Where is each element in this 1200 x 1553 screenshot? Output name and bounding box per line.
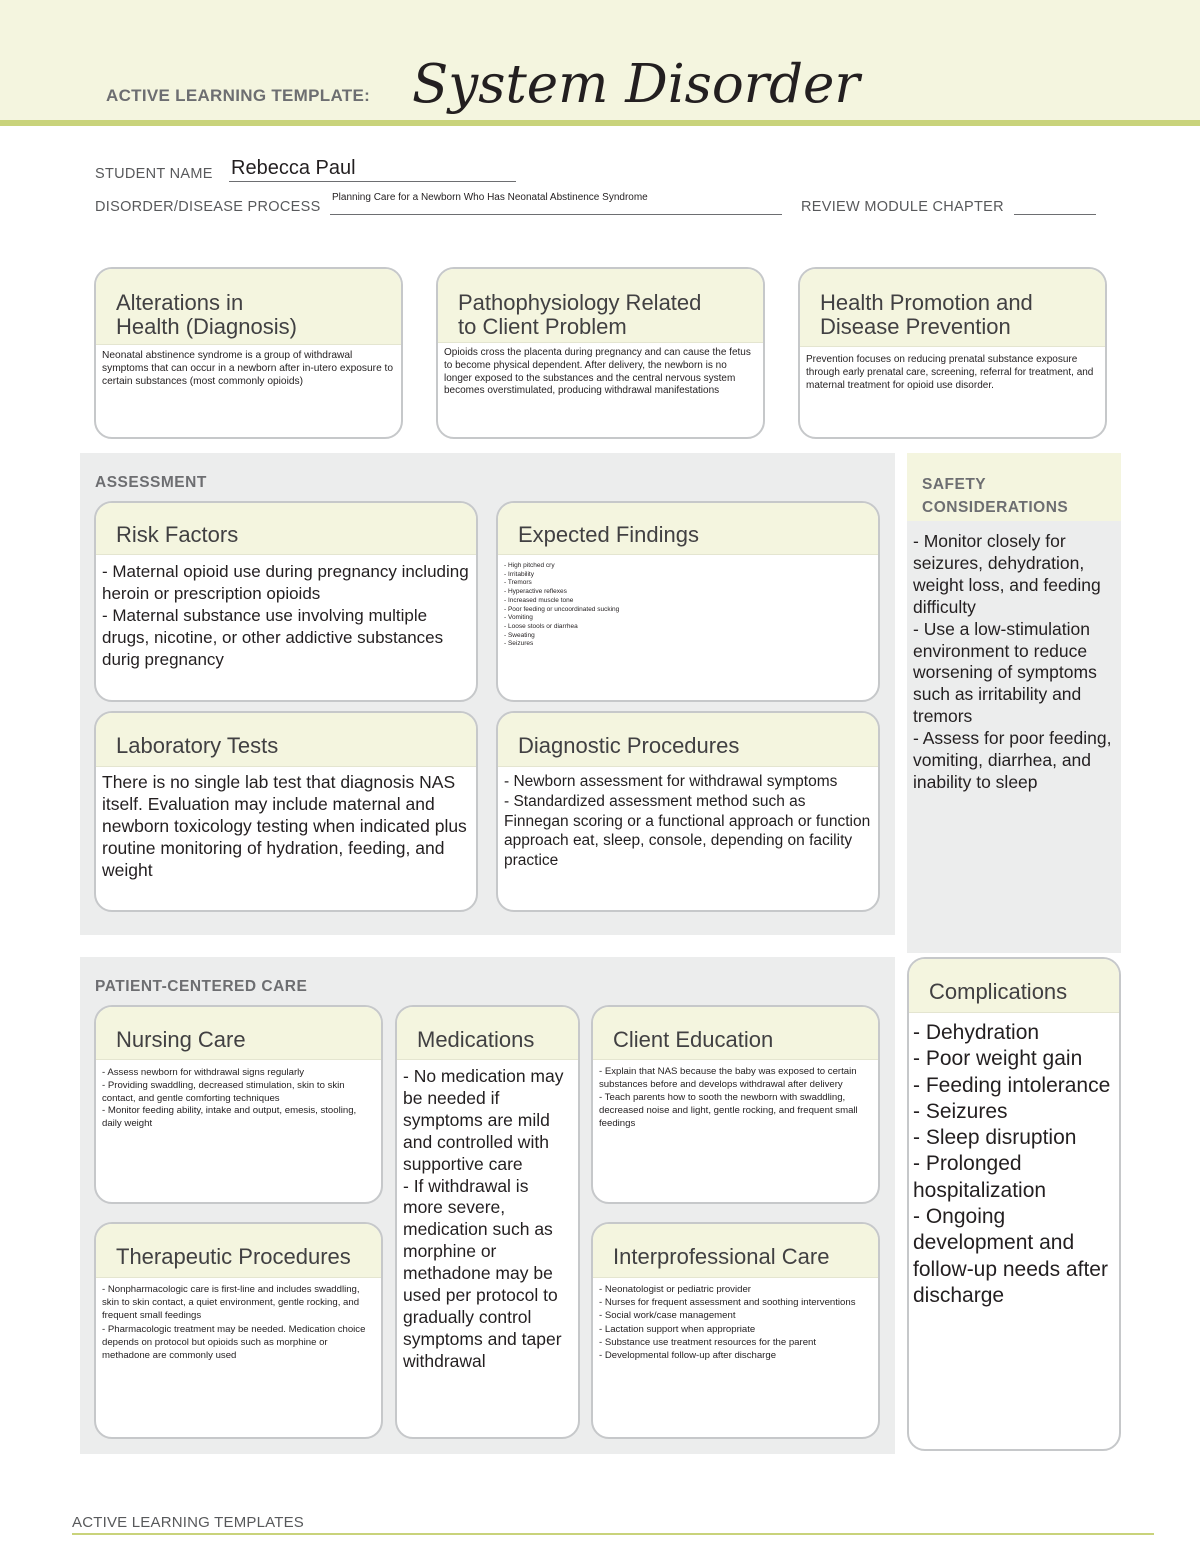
safety-heading — [922, 473, 1068, 519]
medication-item: - If withdrawal is more severe, medication such as morphine or methadone may be used per protocol to gradually control symptoms and taper withdrawal — [403, 1175, 562, 1371]
medication-item: - No medication may be needed if symptoms are mild and controlled with supportive care — [403, 1066, 564, 1174]
safety-item: - Use a low-stimulation environment to reduce worsening of symptoms such as irritability and tremors — [913, 618, 1097, 727]
therapeutic-procedures-body — [96, 1278, 381, 1437]
finding-item: - Poor feeding or uncoordinated sucking — [504, 605, 620, 613]
client-education-title: Client Education — [593, 1007, 878, 1060]
alterations-box — [94, 267, 403, 439]
interprofessional-item: - Developmental follow-up after discharge — [599, 1350, 777, 1362]
diagnostic-procedures-body — [498, 767, 878, 910]
alterations-title-line-1: Alterations in — [116, 290, 244, 315]
student-name-line — [229, 181, 516, 182]
nursing-care-item: - Providing swaddling, decreased stimulation, skin to skin contact, and gentle comforting techniques — [102, 1079, 345, 1104]
chapter-label: REVIEW MODULE CHAPTER — [801, 199, 1004, 215]
disorder-field[interactable]: Planning Care for a Newborn Who Has Neonatal Abstinence Syndrome — [332, 192, 648, 203]
safety-heading-line-2: CONSIDERATIONS — [922, 499, 1069, 516]
health-promotion-box — [798, 267, 1107, 439]
interprofessional-item: - Neonatologist or pediatric provider — [599, 1284, 751, 1295]
finding-item: - Hyperactive reflexes — [504, 588, 567, 596]
safety-item: - Monitor closely for seizures, dehydration, weight loss, and feeding difficulty — [913, 531, 1101, 617]
assessment-heading: ASSESSMENT — [95, 474, 207, 491]
diagnostic-procedures-box — [496, 711, 880, 912]
template-title: System Disorder — [412, 54, 860, 115]
complications-title: Complications — [909, 959, 1119, 1013]
nursing-care-item: - Monitor feeding ability, intake and output, emesis, stooling, daily weight — [102, 1105, 357, 1130]
student-name-field[interactable]: Rebecca Paul — [231, 157, 356, 179]
interprofessional-care-box — [591, 1222, 880, 1439]
finding-item: - Increased muscle tone — [504, 596, 574, 604]
risk-factors-body — [96, 555, 476, 700]
interprofessional-item: - Nurses for frequent assessment and soothing interventions — [599, 1297, 856, 1309]
client-education-item: - Explain that NAS because the baby was exposed to certain substances before and develops withdrawal after delivery — [599, 1066, 857, 1090]
disorder-line — [330, 214, 782, 215]
interprofessional-item: - Substance use treatment resources for the parent — [599, 1336, 817, 1348]
complication-item: - Seizures — [913, 1099, 1008, 1123]
finding-item: - Vomiting — [504, 614, 533, 622]
complication-item: - Dehydration — [913, 1021, 1040, 1044]
medications-body — [397, 1060, 578, 1437]
pathophysiology-box — [436, 267, 765, 439]
chapter-field[interactable] — [1014, 214, 1096, 215]
risk-factor-item: - Maternal substance use involving multiple drugs, nicotine, or other addictive substances durig pregnancy — [102, 606, 444, 669]
template-label: ACTIVE LEARNING TEMPLATE: — [106, 86, 371, 105]
therapeutic-item: - Pharmacologic treatment may be needed. Medication choice depends on protocol but opioids such as morphine or methadone are commonly used — [102, 1323, 366, 1362]
risk-factors-box — [94, 501, 478, 702]
nursing-care-body — [96, 1060, 381, 1202]
nursing-care-box — [94, 1005, 383, 1204]
diagnostic-procedures-title: Diagnostic Procedures — [498, 713, 878, 767]
pathophysiology-body: Opioids cross the placenta during pregnancy and can cause the fetus to become physical dependent. After delivery, the newborn is no longer exposed to the substances and the central nervous system becomes overstimulated, producing withdrawal manifestations — [444, 347, 751, 397]
footer-rule — [72, 1533, 1154, 1535]
interprofessional-care-title: Interprofessional Care — [593, 1224, 878, 1278]
laboratory-tests-body: There is no single lab test that diagnosis NAS itself. Evaluation may include maternal and newborn toxicology testing when indicated plus routine monitoring of hydration, feeding, and weight — [102, 772, 467, 880]
interprofessional-care-body — [593, 1278, 878, 1437]
health-promotion-title-line-2: Disease Prevention — [820, 314, 1011, 339]
client-education-body — [593, 1060, 878, 1202]
student-name-label: STUDENT NAME — [95, 166, 213, 182]
pathophysiology-title-line-1: Pathophysiology Related — [458, 290, 702, 315]
client-education-item: - Teach parents how to sooth the newborn with swaddling, decreased noise and light, gentle rocking, and frequent small feedings — [599, 1092, 858, 1129]
pathophysiology-title-line-2: to Client Problem — [458, 314, 627, 339]
expected-findings-body — [498, 555, 878, 700]
diagnostic-item: - Newborn assessment for withdrawal symptoms — [504, 773, 838, 790]
header-rule — [0, 120, 1200, 126]
interprofessional-item: - Lactation support when appropriate — [599, 1323, 756, 1335]
patient-centered-care-heading: PATIENT-CENTERED CARE — [95, 978, 308, 995]
complication-item: - Prolonged hospitalization — [913, 1152, 1047, 1202]
medications-box — [395, 1005, 580, 1439]
complication-item: - Ongoing development and follow-up needs after discharge — [913, 1205, 1108, 1307]
alterations-title-line-2: Health (Diagnosis) — [116, 314, 297, 339]
risk-factors-title: Risk Factors — [96, 503, 476, 555]
expected-findings-box — [496, 501, 880, 702]
complications-box — [907, 957, 1121, 1451]
expected-findings-title: Expected Findings — [498, 503, 878, 555]
safety-body — [913, 531, 1117, 794]
therapeutic-procedures-title: Therapeutic Procedures — [96, 1224, 381, 1278]
finding-item: - Seizures — [504, 640, 534, 648]
finding-item: - Irritability — [504, 570, 534, 578]
risk-factor-item: - Maternal opioid use during pregnancy including heroin or prescription opioids — [102, 562, 469, 603]
complication-item: - Poor weight gain — [913, 1047, 1083, 1071]
complications-body — [909, 1013, 1119, 1449]
therapeutic-item: - Nonpharmacologic care is first-line and includes swaddling, skin to skin contact, a quiet environment, gentle rocking, and frequent small feedings — [102, 1284, 360, 1322]
safety-item: - Assess for poor feeding, vomiting, diarrhea, and inability to sleep — [913, 728, 1112, 792]
finding-item: - High pitched cry — [504, 562, 555, 569]
alterations-body: Neonatal abstinence syndrome is a group of withdrawal symptoms that can occur in a newborn after in-utero exposure to certain substances (most commonly opioids) — [102, 350, 394, 387]
alterations-title — [96, 269, 401, 345]
health-promotion-title-line-1: Health Promotion and — [820, 290, 1033, 315]
safety-heading-line-1: SAFETY — [922, 476, 987, 493]
disorder-label: DISORDER/DISEASE PROCESS — [95, 199, 321, 215]
finding-item: - Loose stools or diarrhea — [504, 622, 578, 630]
finding-item: - Sweating — [504, 631, 535, 639]
interprofessional-item: - Social work/case management — [599, 1310, 736, 1322]
complication-item: - Feeding intolerance — [913, 1073, 1111, 1097]
health-promotion-body: Prevention focuses on reducing prenatal substance exposure through early prenatal care, screening, referral for treatment, and maternal treatment for opioid use disorder. — [806, 354, 1094, 391]
footer-label: ACTIVE LEARNING TEMPLATES — [72, 1514, 304, 1531]
nursing-care-item: - Assess newborn for withdrawal signs regularly — [102, 1067, 305, 1078]
diagnostic-item: - Standardized assessment method such as Finnegan scoring or a functional approach or function approach eat, sleep, console, depending on facility practice — [504, 792, 871, 870]
client-education-box — [591, 1005, 880, 1204]
health-promotion-title — [800, 269, 1105, 347]
medications-title: Medications — [397, 1007, 578, 1060]
laboratory-tests-box — [94, 711, 478, 912]
laboratory-tests-title: Laboratory Tests — [96, 713, 476, 767]
nursing-care-title: Nursing Care — [96, 1007, 381, 1060]
complication-item: - Sleep disruption — [913, 1126, 1077, 1150]
finding-item: - Tremors — [504, 579, 532, 587]
pathophysiology-title — [438, 269, 763, 343]
therapeutic-procedures-box — [94, 1222, 383, 1439]
